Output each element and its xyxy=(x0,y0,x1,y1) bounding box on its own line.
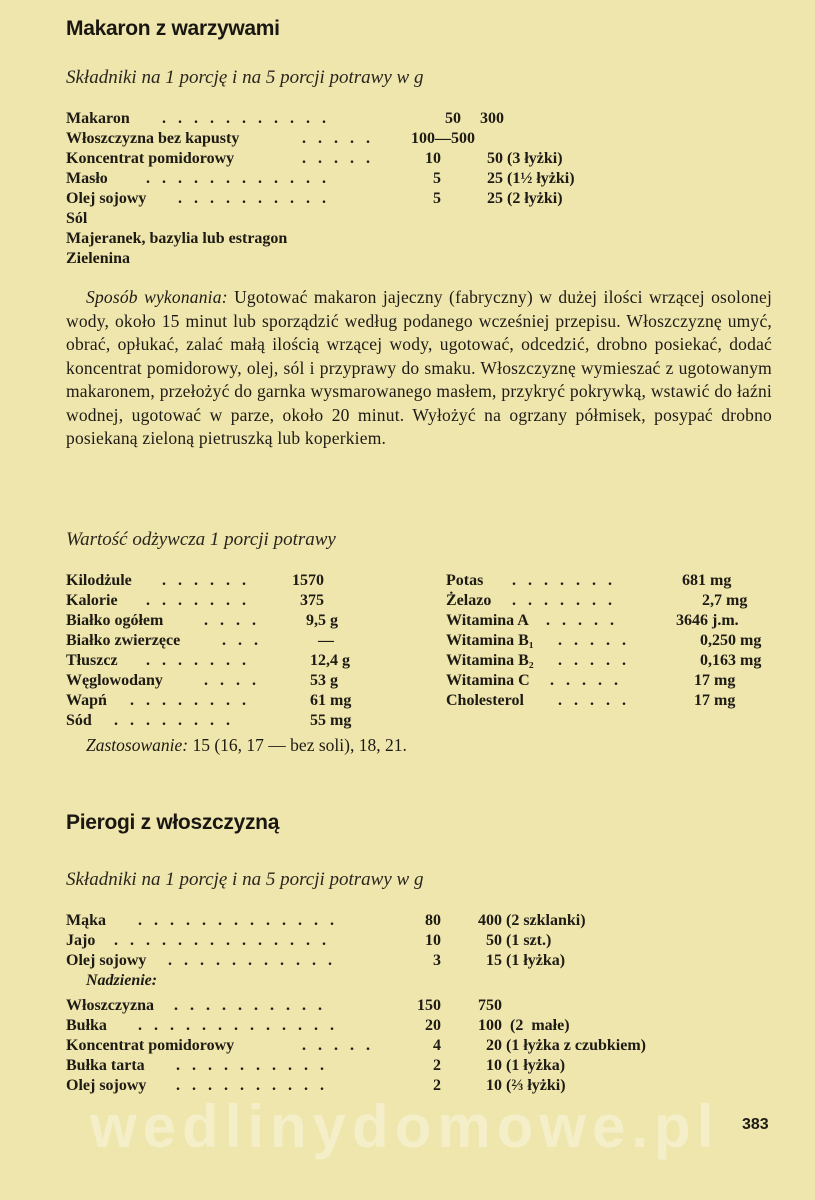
usage-lead: Zastosowanie: xyxy=(86,735,189,755)
leader-dots: . . . . . xyxy=(558,652,630,669)
nutrient-name: Węglowodany xyxy=(66,672,163,689)
leader-dots: . . . xyxy=(222,632,262,649)
ingredient-name: Olej sojowy xyxy=(66,952,147,969)
nutrient-name: Żelazo xyxy=(446,592,492,609)
nutrient-name: Potas xyxy=(446,572,484,589)
amount-single: 5 xyxy=(433,190,441,207)
page-number: 383 xyxy=(742,1116,769,1133)
amount-single: 2 xyxy=(433,1077,441,1094)
ingredient-name: Jajo xyxy=(66,932,96,949)
table-row xyxy=(446,591,786,611)
leader-dots: . . . . . . . . . . . . . xyxy=(138,912,338,929)
nutrient-value: 9,5 g xyxy=(306,612,338,629)
amount-five: 25 (2 łyżki) xyxy=(487,190,563,207)
amount-five: 20 (1 łyżka z czubkiem) xyxy=(486,1037,646,1054)
table-row xyxy=(66,951,566,971)
leader-dots: . . . . . xyxy=(558,632,630,649)
ingredient-name: Koncentrat pomidorowy xyxy=(66,150,235,167)
amount-single: 2 xyxy=(433,1057,441,1074)
ingredient-name: Bułka xyxy=(66,1017,107,1034)
nutrient-name: Kilodżule xyxy=(66,572,132,589)
amount-single: 150 xyxy=(417,997,441,1014)
amount-range: 100—500 xyxy=(411,130,475,147)
ingredient-name: Mąka xyxy=(66,912,106,929)
table-row xyxy=(66,691,366,711)
watermark: wedlinydomowe.pl xyxy=(90,1093,720,1160)
ingredient-name: Bułka tarta xyxy=(66,1057,145,1074)
amount-five: 15 (1 łyżka) xyxy=(486,952,566,969)
amount-single: 3 xyxy=(433,952,441,969)
ingredient-name: Masło xyxy=(66,170,108,187)
recipe1-ingredients-heading: Składniki na 1 porcję i na 5 porcji potrawy w g xyxy=(66,67,424,88)
nutrient-value: 0,250 mg xyxy=(700,632,762,649)
amount-five: 50 (3 łyżki) xyxy=(487,150,563,167)
nutrient-name: Witamina A xyxy=(446,612,529,629)
leader-dots: . . . . . xyxy=(558,692,630,709)
table-row xyxy=(66,591,366,611)
method-text: Ugotować makaron jajeczny (fabryczny) w dużej ilości wrzącej osolonej wody, około 15 minut lub sporządzić według podanego wcześniej przepisu. Włoszczyznę umyć, obrać, opłukać, zalać małą ilością wrzącej wody, ugotować, odcedzić, drobno posiekać, dodać koncentrat pomidorowy, olej, sól i przyprawy do smaku. Włoszczyznę wymieszać z ugotowanym makaronem, przełożyć do garnka wysmarowanego masłem, przykryć pokrywką, wstawić do łaźni wodnej, ugotować w parze, około 20 minut. Wyłożyć na ogrzany półmisek, posypać drobno posiekaną zieloną pietruszką lub koperkiem. xyxy=(66,287,773,448)
amount-five: 10 (1 łyżka) xyxy=(486,1057,566,1074)
leader-dots: . . . . . . . xyxy=(512,572,616,589)
amount-five: 400 (2 szklanki) xyxy=(478,912,586,929)
nutrient-value: 3646 j.m. xyxy=(676,612,739,629)
nutrient-name: Białko ogółem xyxy=(66,612,164,629)
leader-dots: . . . . . xyxy=(546,612,618,629)
amount-single: 10 xyxy=(425,932,441,949)
ingredient-name: Koncentrat pomidorowy xyxy=(66,1037,235,1054)
nutrient-value: 1570 xyxy=(292,572,324,589)
table-row xyxy=(66,631,366,651)
leader-dots: . . . . . . . . . . xyxy=(178,190,330,207)
nutrient-value: 2,7 mg xyxy=(702,592,748,609)
table-row xyxy=(66,931,552,951)
table-row xyxy=(66,911,586,931)
nutrient-name: Witamina B₁ xyxy=(446,632,534,649)
recipe1-usage xyxy=(86,735,407,756)
leader-dots: . . . . . xyxy=(550,672,622,689)
method-lead: Sposób wykonania: xyxy=(86,287,228,307)
nutrient-name: Białko zwierzęce xyxy=(66,632,181,649)
recipe1-title: Makaron z warzywami xyxy=(66,17,280,40)
table-row xyxy=(66,671,366,691)
ingredient-name: Majeranek, bazylia lub estragon xyxy=(66,230,288,247)
nutrient-value: 61 mg xyxy=(310,692,352,709)
leader-dots: . . . . . . . xyxy=(512,592,616,609)
amount-five: 300 xyxy=(480,110,504,127)
leader-dots: . . . . . . . . xyxy=(114,712,234,729)
nutrient-value: 17 mg xyxy=(694,672,736,689)
table-row xyxy=(446,571,786,591)
leader-dots: . . . . . . . . . . . . . . xyxy=(114,932,330,949)
nutrient-value: 17 mg xyxy=(694,692,736,709)
usage-text: 15 (16, 17 — bez soli), 18, 21. xyxy=(192,735,407,755)
amount-single: 50 xyxy=(445,110,461,127)
amount-single: 20 xyxy=(425,1017,441,1034)
recipe1-method xyxy=(66,286,772,451)
leader-dots: . . . . . . . . . . . . xyxy=(146,170,330,187)
leader-dots: . . . . . xyxy=(302,1037,374,1054)
ingredient-name: Włoszczyzna bez kapusty xyxy=(66,130,240,147)
nutrition-left-column xyxy=(66,571,366,731)
nutrient-value: 681 mg xyxy=(682,572,732,589)
nutrient-name: Wapń xyxy=(66,692,107,709)
amount-five: 750 xyxy=(478,997,502,1014)
amount-single: 5 xyxy=(433,170,441,187)
leader-dots: . . . . . . . . . . . xyxy=(168,952,336,969)
nutrient-value: 375 xyxy=(300,592,324,609)
leader-dots: . . . . xyxy=(204,672,260,689)
table-row xyxy=(66,571,366,591)
nutrition-right-column xyxy=(446,571,786,711)
table-row xyxy=(446,651,786,671)
leader-dots: . . . . . . . xyxy=(146,652,250,669)
filling-subheading: Nadzienie: xyxy=(86,972,158,989)
nutrient-name: Kalorie xyxy=(66,592,118,609)
ingredient-name: Makaron xyxy=(66,110,130,127)
nutrient-name: Tłuszcz xyxy=(66,652,118,669)
nutrient-name: Witamina B₂ xyxy=(446,652,534,669)
amount-single: 4 xyxy=(433,1037,441,1054)
leader-dots: . . . . . . . xyxy=(146,592,250,609)
amount-single: 10 xyxy=(425,150,441,167)
ingredient-name: Olej sojowy xyxy=(66,1077,147,1094)
leader-dots: . . . . . . . . . . xyxy=(176,1077,328,1094)
recipe2-title: Pierogi z włoszczyzną xyxy=(66,811,280,834)
table-row xyxy=(446,671,786,691)
leader-dots: . . . . . . . . . . xyxy=(174,997,326,1014)
table-row xyxy=(66,651,366,671)
leader-dots: . . . . . xyxy=(302,130,374,147)
leader-dots: . . . . . xyxy=(302,150,374,167)
amount-five: 100 (2 małe) xyxy=(478,1017,570,1034)
table-row xyxy=(446,631,786,651)
nutrient-value: 55 mg xyxy=(310,712,352,729)
leader-dots: . . . . xyxy=(204,612,260,629)
nutrient-name: Witamina C xyxy=(446,672,530,689)
recipe2-ingredients-heading: Składniki na 1 porcję i na 5 porcji potrawy w g xyxy=(66,869,424,890)
nutrient-name: Cholesterol xyxy=(446,692,524,709)
ingredient-name: Olej sojowy xyxy=(66,190,147,207)
leader-dots: . . . . . . xyxy=(162,572,250,589)
amount-five: 10 (⅔ łyżki) xyxy=(486,1077,566,1094)
leader-dots: . . . . . . . . xyxy=(130,692,250,709)
amount-five: 50 (1 szt.) xyxy=(486,932,552,949)
amount-single: 80 xyxy=(425,912,441,929)
nutrient-value: — xyxy=(318,632,334,649)
nutrient-value: 12,4 g xyxy=(310,652,350,669)
nutrient-value: 0,163 mg xyxy=(700,652,762,669)
table-row xyxy=(66,611,366,631)
table-row xyxy=(446,611,786,631)
leader-dots: . . . . . . . . . . . xyxy=(162,110,330,127)
ingredient-name: Zielenina xyxy=(66,250,131,267)
recipe2-ingredients-table xyxy=(66,911,586,991)
nutrient-value: 53 g xyxy=(310,672,338,689)
leader-dots: . . . . . . . . . . . . . xyxy=(138,1017,338,1034)
table-row xyxy=(446,691,786,711)
ingredient-name: Sól xyxy=(66,210,88,227)
leader-dots: . . . . . . . . . . xyxy=(176,1057,328,1074)
nutrient-name: Sód xyxy=(66,712,92,729)
table-row xyxy=(66,711,366,731)
ingredient-name: Włoszczyzna xyxy=(66,997,154,1014)
recipe1-nutrition-heading: Wartość odżywcza 1 porcji potrawy xyxy=(66,529,336,550)
amount-five: 25 (1½ łyżki) xyxy=(487,170,575,187)
